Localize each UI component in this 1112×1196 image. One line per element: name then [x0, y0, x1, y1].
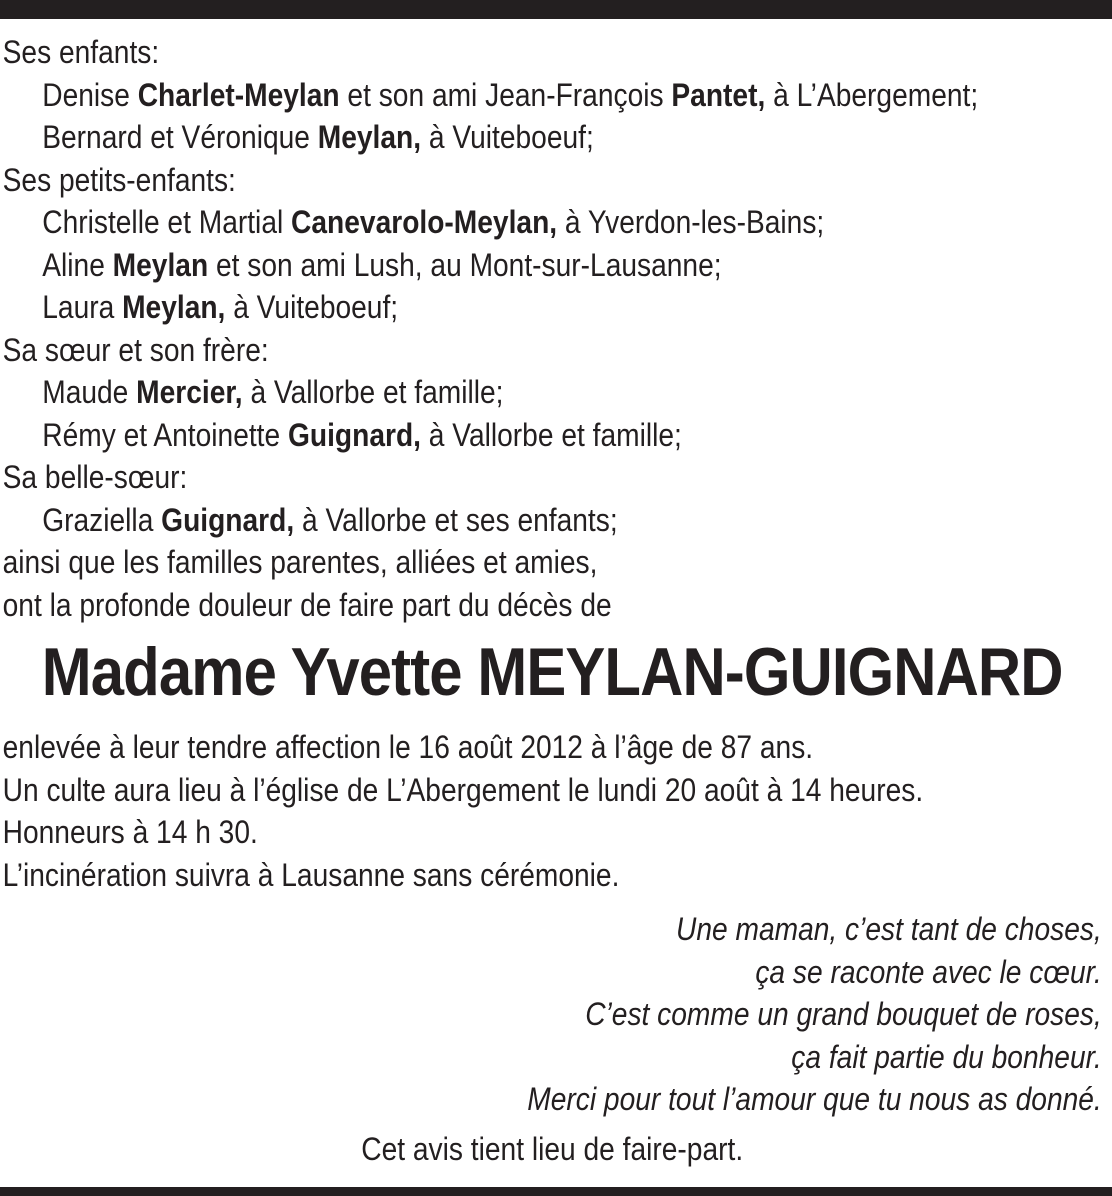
family-surname-bold: Guignard,: [161, 501, 295, 538]
text-segment: ainsi que les familles parentes, alliées et amies,: [2, 544, 598, 580]
bottom-divider-bar: [0, 1187, 1112, 1196]
family-line: [3, 201, 1102, 244]
family-line: [3, 244, 1102, 287]
text-segment: et son ami Jean-François: [339, 76, 672, 113]
poem-line: ça se raconte avec le cœur.: [755, 953, 1102, 990]
poem-line: Une maman, c’est tant de choses,: [676, 911, 1102, 947]
ceremony-line: Un culte aura lieu à l’église de L’Abergement le lundi 20 août à 14 heures.: [2, 771, 924, 808]
text-segment: à Vuiteboeuf;: [421, 119, 594, 155]
family-line: [3, 116, 1102, 159]
family-line: [3, 499, 1102, 542]
family-surname-bold: Canevarolo-Meylan,: [291, 204, 558, 240]
text-segment: à L’Abergement;: [765, 76, 979, 113]
text-segment: Ses enfants:: [2, 34, 160, 70]
text-segment: Laura: [42, 289, 123, 325]
text-segment: Maude: [42, 374, 137, 410]
family-line: [3, 371, 1102, 414]
memorial-poem: [3, 908, 1102, 1121]
family-surname-bold: Pantet,: [671, 76, 766, 113]
poem-line: Merci pour tout l’amour que tu nous as donné.: [527, 1081, 1102, 1117]
deceased-name: Madame Yvette MEYLAN-GUIGNARD: [41, 634, 1063, 710]
text-segment: Aline: [42, 246, 113, 283]
text-segment: Denise: [42, 76, 138, 113]
text-segment: et son ami Lush, au Mont-sur-Lausanne;: [208, 246, 722, 283]
family-surname-bold: Guignard,: [287, 416, 421, 453]
family-surname-bold: Meylan,: [317, 119, 422, 155]
family-line: [3, 159, 1102, 202]
text-segment: à Vallorbe et ses enfants;: [294, 501, 618, 538]
family-line: [3, 31, 1102, 74]
family-surname-bold: Meylan: [112, 246, 209, 283]
top-divider-bar: [0, 0, 1112, 19]
family-line: [3, 414, 1102, 457]
text-segment: Rémy et Antoinette: [42, 416, 288, 453]
text-segment: Christelle et Martial: [42, 204, 292, 240]
ceremony-line: Honneurs à 14 h 30.: [2, 814, 258, 850]
family-line: [3, 456, 1102, 499]
family-surname-bold: Meylan,: [122, 289, 226, 325]
text-segment: Graziella: [42, 501, 162, 538]
text-segment: à Yverdon-les-Bains;: [557, 204, 825, 240]
closing-line: Cet avis tient lieu de faire-part.: [361, 1130, 744, 1167]
family-surname-bold: Mercier,: [136, 374, 243, 410]
family-line: [3, 329, 1102, 372]
ceremony-details: [3, 726, 1102, 896]
text-segment: à Vuiteboeuf;: [225, 289, 399, 325]
family-line: [3, 541, 1102, 584]
text-segment: Sa belle-sœur:: [2, 459, 188, 495]
text-segment: à Vallorbe et famille;: [242, 374, 504, 410]
family-line: [3, 584, 1102, 627]
family-line: [3, 74, 1102, 117]
text-segment: ont la profonde douleur de faire part du décès de: [2, 586, 612, 623]
text-segment: Bernard et Véronique: [42, 119, 318, 155]
ceremony-line: enlevée à leur tendre affection le 16 août 2012 à l’âge de 87 ans.: [2, 729, 814, 765]
text-segment: à Vallorbe et famille;: [420, 416, 682, 453]
text-segment: Sa sœur et son frère:: [2, 331, 269, 368]
poem-line: ça fait partie du bonheur.: [791, 1038, 1102, 1075]
poem-line: C’est comme un grand bouquet de roses,: [585, 996, 1102, 1032]
text-segment: Ses petits-enfants:: [2, 161, 236, 198]
family-surname-bold: Charlet-Meylan: [137, 76, 340, 113]
family-line: [3, 286, 1102, 329]
ceremony-line: L’incinération suivra à Lausanne sans cérémonie.: [2, 856, 620, 893]
notice-content: [0, 19, 1112, 1170]
family-list: [3, 31, 1102, 626]
